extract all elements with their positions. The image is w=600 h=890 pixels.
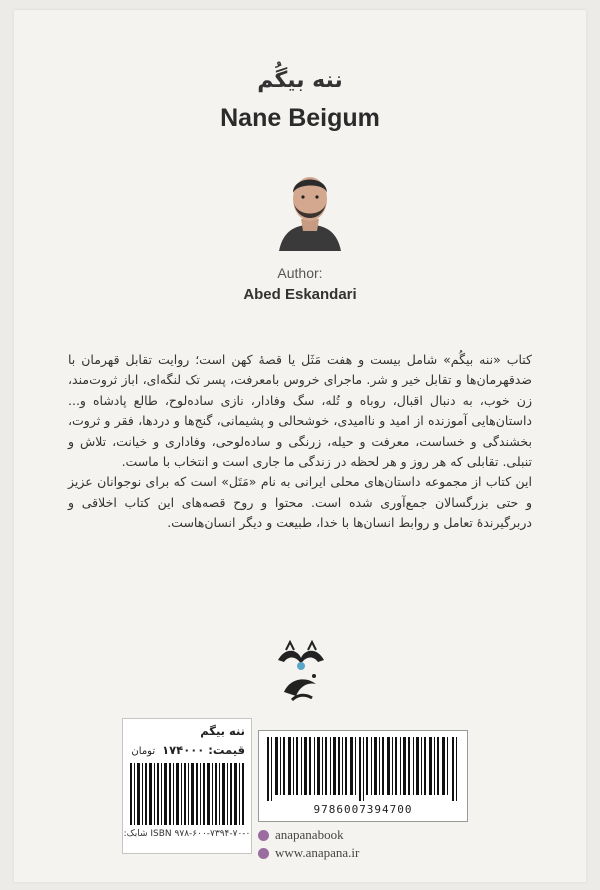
instagram-handle[interactable] [258,826,408,844]
website-text: www.anapana.ir [275,845,360,860]
author-label: Author: [277,265,323,281]
price-barcode [129,763,245,825]
book-description [68,350,532,534]
price-unit: تومان [131,746,156,757]
author-name: Abed Eskandari [243,286,357,303]
price-line [131,743,245,757]
price-isbn: ISBN ۹۷۸-۶۰۰-۷۳۹۴-۷۰-۰ شابک: [123,829,251,839]
price-value: ۱۷۴۰۰۰ [162,743,205,757]
publisher-contacts [258,826,408,862]
price-sticker [122,718,252,854]
website-link[interactable] [258,844,408,862]
globe-icon [258,848,269,859]
barcode-bars [265,737,461,801]
book-title-persian: ننه بیگُم [257,68,343,93]
author-portrait [275,163,345,251]
isbn-barcode [258,730,468,822]
isbn-digits: 9786007394700 [313,803,413,816]
price-sticker-title: ننه بیگم [200,724,245,738]
book-title-english: Nane Beigum [220,104,380,132]
description-paragraph: کتاب «ننه بیگُم» شامل بیست و هفت مَثَل یا قصهٔ کهن است؛ روایت تقابل قهرمان با ضدقهرمان‌ها و تقابل خیر و شر. ماجرای خروس بامعرفت، پسر تک لنگه‌ای، اباز ثروت‌مند، زن خوب، به دنبال اقبال، روباه و تُله، سگ وفادار، نازی ساده‌لوح، طالع پادشاه و... داستان‌هایی آموزنده از امید و ناامیدی، خوشحالی و پشیمانی، گنج‌ها و دردها، فقر و ثروت، بخشندگی و خساست، معرفت و حیله، زرنگی و ساده‌لوحی، وفاداری و خیانت، تلاش و تنبلی. تقابلی که هر روز و هر لحظه در زندگی ما جاری است و انتخاب با ماست. [68,352,532,470]
description-paragraph: این کتاب از مجموعه داستان‌های محلی ایرانی به نام «مَتَل» است که برای نوجوانان عزیز و حتی بزرگسالان جمع‌آوری شده است. محتوا و روح قصه‌های این کتاب اخلاقی و دربرگیرندهٔ تعامل و روابط انسان‌ها با خدا، طبیعت و دیگر انسان‌هاست. [68,474,532,531]
publisher-logo-icon [272,640,330,710]
instagram-icon [258,830,269,841]
price-prefix: قیمت: [208,743,245,757]
instagram-text: anapanabook [275,827,344,842]
